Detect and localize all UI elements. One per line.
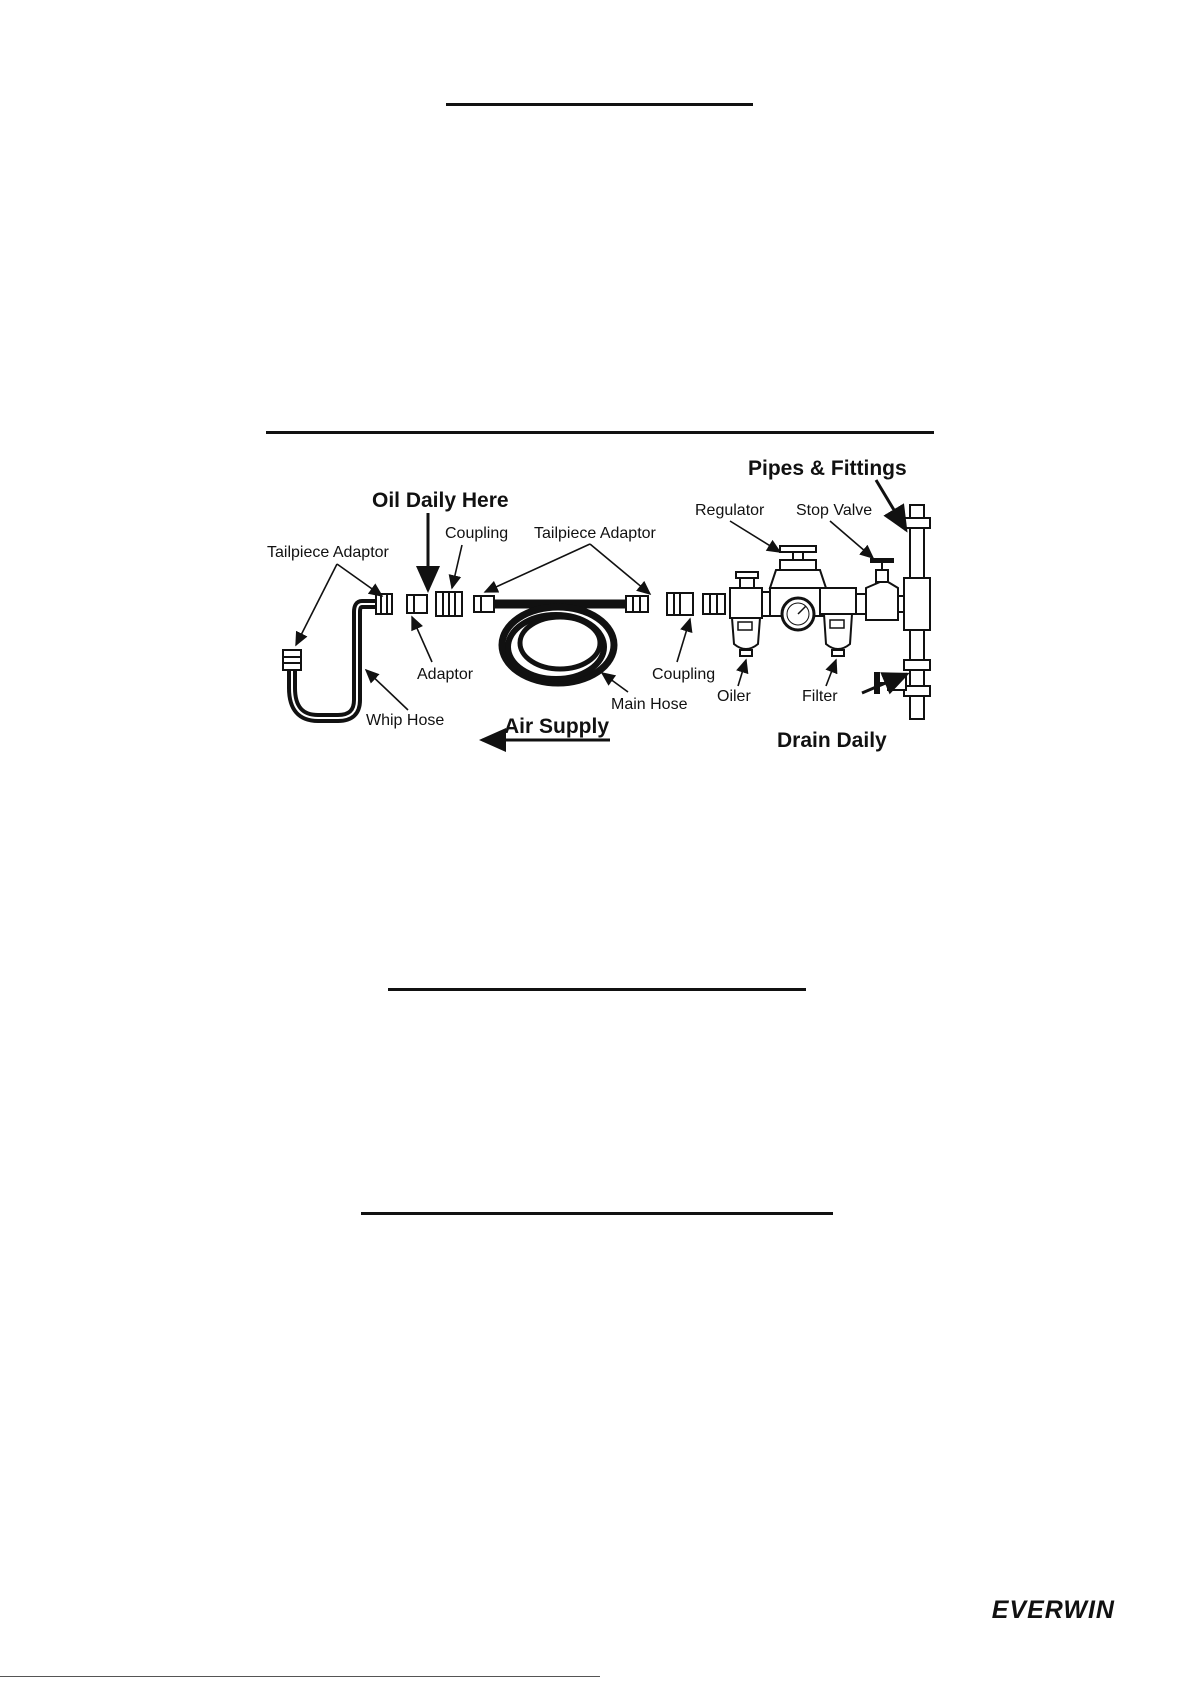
label-pipes-fittings: Pipes & Fittings <box>748 457 907 480</box>
label-oiler: Oiler <box>717 688 751 705</box>
main-hose <box>490 604 628 683</box>
everwin-logo: EVERWIN <box>991 1596 1115 1624</box>
pipe-riser <box>904 505 930 719</box>
adaptor-fitting <box>407 595 427 613</box>
stop-valve <box>856 558 908 620</box>
label-adaptor: Adaptor <box>417 666 474 683</box>
label-drain-daily: Drain Daily <box>777 729 887 752</box>
label-tailpiece-adaptor-left: Tailpiece Adaptor <box>267 544 389 561</box>
footer-rule <box>0 1676 600 1677</box>
tailpiece-adaptor-whip-end <box>283 650 301 670</box>
label-main-hose: Main Hose <box>611 696 688 713</box>
label-filter: Filter <box>802 688 838 705</box>
coupling-fitting-left <box>436 592 462 616</box>
tailpiece-adaptor-whip <box>376 594 392 614</box>
label-stop-valve: Stop Valve <box>796 502 873 519</box>
label-coupling-right: Coupling <box>652 666 716 683</box>
inlet-nipple <box>703 594 725 614</box>
filter <box>820 588 856 656</box>
tailpiece-adaptor-main-left <box>474 596 494 612</box>
oiler <box>730 572 762 656</box>
label-air-supply: Air Supply <box>504 715 610 738</box>
label-oil-daily-here: Oil Daily Here <box>372 489 509 512</box>
tailpiece-adaptor-main-right <box>626 596 648 612</box>
label-tailpiece-adaptor-mid: Tailpiece Adaptor <box>534 525 656 542</box>
label-coupling-top: Coupling <box>445 525 509 542</box>
whip-hose <box>292 604 378 718</box>
label-regulator: Regulator <box>695 502 765 519</box>
coupling-fitting-right <box>667 593 693 615</box>
label-whip-hose: Whip Hose <box>366 712 445 729</box>
